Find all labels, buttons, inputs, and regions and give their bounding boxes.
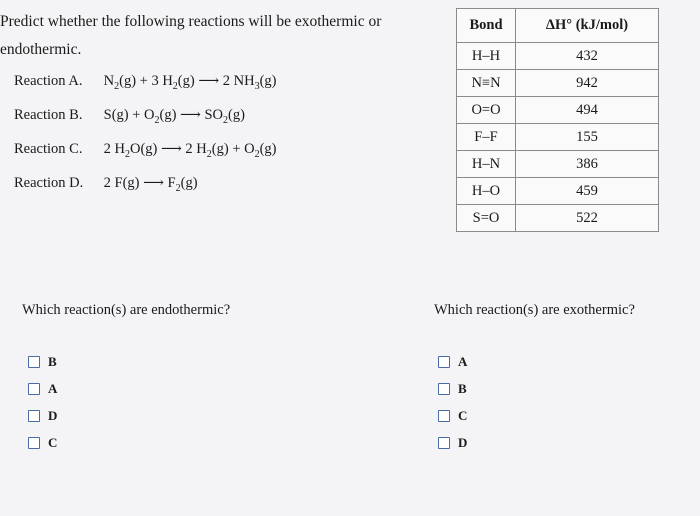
checkbox[interactable] bbox=[438, 356, 450, 368]
checkbox[interactable] bbox=[438, 383, 450, 395]
enthalpy-cell: 522 bbox=[516, 205, 659, 232]
reaction-c: Reaction C. 2 $H_2O(g)$ ⟶ 2 $H_2(g) + O_2(g)$ bbox=[14, 132, 277, 166]
enthalpy-cell: 494 bbox=[516, 97, 659, 124]
bond-cell: F–F bbox=[457, 124, 516, 151]
arrow-icon: ⟶ bbox=[180, 107, 201, 123]
endothermic-option[interactable] bbox=[28, 348, 57, 375]
reaction-b: Reaction B. $S(g) + O_2(g)$ ⟶ $SO_2(g)$ bbox=[14, 98, 277, 132]
checkbox[interactable] bbox=[28, 383, 40, 395]
endothermic-option[interactable] bbox=[28, 375, 57, 402]
reaction-label: Reaction C. bbox=[14, 141, 83, 157]
exothermic-option[interactable] bbox=[438, 375, 467, 402]
reaction-a: Reaction A. $N_2(g) + 3$ $H_2(g)$ ⟶ 2 $NH_3(g)$ bbox=[14, 64, 277, 98]
exothermic-option[interactable] bbox=[438, 429, 467, 456]
checkbox[interactable] bbox=[28, 410, 40, 422]
table-row bbox=[457, 43, 659, 70]
exothermic-question: Which reaction(s) are exothermic? bbox=[434, 302, 635, 318]
option-label: C bbox=[48, 434, 58, 450]
table-row bbox=[457, 70, 659, 97]
option-label: B bbox=[458, 380, 467, 396]
enthalpy-cell: 432 bbox=[516, 43, 659, 70]
reaction-list bbox=[14, 64, 277, 200]
table-row bbox=[457, 124, 659, 151]
bond-cell: S=O bbox=[457, 205, 516, 232]
option-label: C bbox=[458, 407, 468, 423]
table-row bbox=[457, 178, 659, 205]
bond-cell: H–H bbox=[457, 43, 516, 70]
bond-cell: H–N bbox=[457, 151, 516, 178]
option-label: A bbox=[458, 353, 468, 369]
reaction-label: Reaction A. bbox=[14, 73, 83, 89]
endothermic-option[interactable] bbox=[28, 402, 57, 429]
checkbox[interactable] bbox=[438, 437, 450, 449]
enthalpy-cell: 386 bbox=[516, 151, 659, 178]
endothermic-option[interactable] bbox=[28, 429, 57, 456]
endothermic-question: Which reaction(s) are endothermic? bbox=[22, 302, 231, 318]
option-label: B bbox=[48, 353, 57, 369]
column-header-bond: Bond bbox=[457, 9, 516, 43]
arrow-icon: ⟶ bbox=[143, 175, 164, 191]
question-prompt: Predict whether the following reactions will be exothermic or endothermic. bbox=[0, 13, 382, 58]
bond-enthalpy-table bbox=[456, 8, 659, 232]
bond-cell: O=O bbox=[457, 97, 516, 124]
table-header-row bbox=[457, 9, 659, 43]
endothermic-options bbox=[28, 348, 57, 456]
enthalpy-cell: 942 bbox=[516, 70, 659, 97]
enthalpy-cell: 459 bbox=[516, 178, 659, 205]
arrow-icon: ⟶ bbox=[198, 73, 220, 89]
exothermic-options bbox=[438, 348, 467, 456]
reaction-d: Reaction D. 2 F(g) ⟶ $F_2(g)$ bbox=[14, 166, 277, 200]
arrow-icon: ⟶ bbox=[161, 141, 182, 157]
exothermic-option[interactable] bbox=[438, 348, 467, 375]
table-row bbox=[457, 151, 659, 178]
option-label: D bbox=[458, 434, 468, 450]
checkbox[interactable] bbox=[28, 437, 40, 449]
reaction-label: Reaction B. bbox=[14, 107, 83, 123]
checkbox[interactable] bbox=[28, 356, 40, 368]
table-row bbox=[457, 97, 659, 124]
checkbox[interactable] bbox=[438, 410, 450, 422]
table-row bbox=[457, 205, 659, 232]
option-label: A bbox=[48, 380, 58, 396]
column-header-enthalpy: ΔH° (kJ/mol) bbox=[516, 9, 659, 43]
exothermic-option[interactable] bbox=[438, 402, 467, 429]
bond-cell: N≡N bbox=[457, 70, 516, 97]
bond-cell: H–O bbox=[457, 178, 516, 205]
reaction-label: Reaction D. bbox=[14, 175, 84, 191]
option-label: D bbox=[48, 407, 58, 423]
enthalpy-cell: 155 bbox=[516, 124, 659, 151]
